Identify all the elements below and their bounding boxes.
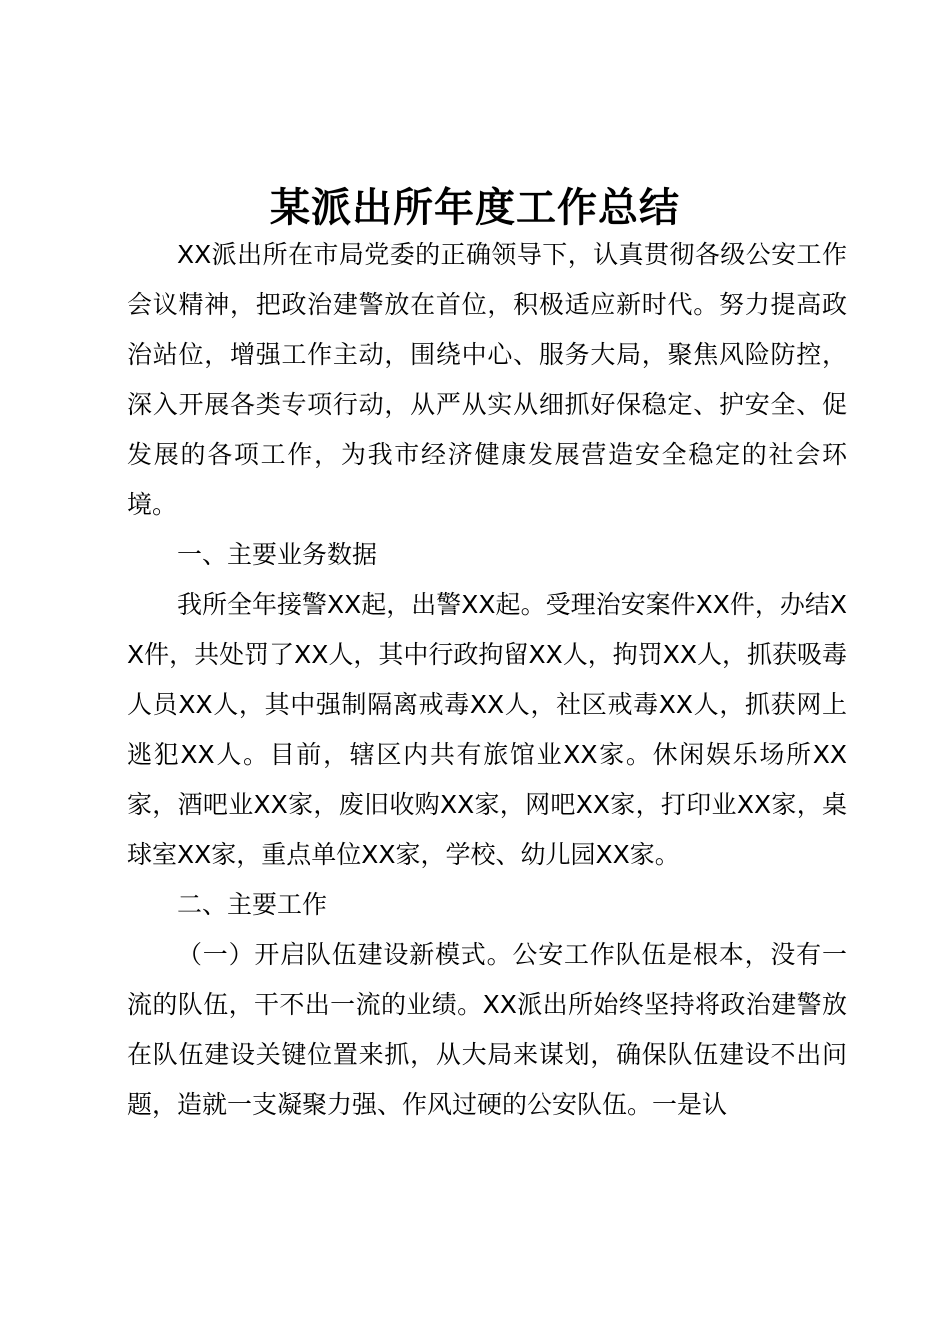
section-heading-main-work: 二、主要工作 — [177, 890, 328, 919]
intro-paragraph: XX派出所在市局党委的正确领导下，认真贯彻各级公安工作会议精神，把政治建警放在首位，积极适应新时代。努力提高政治站位，增强工作主动，围绕中心、服务大局，聚焦风险防控，深入开展各类专项行动，从严从实从细抓好保稳定、护安全、促发展的各项工作，为我市经济健康发展营造安全稳定的社会环境。 — [127, 240, 847, 519]
section-heading-business-data: 一、主要业务数据 — [177, 540, 378, 569]
document-body — [127, 230, 847, 1130]
team-building-paragraph: （一）开启队伍建设新模式。公安工作队伍是根本，没有一流的队伍，干不出一流的业绩。XX派出所始终坚持将政治建警放在队伍建设关键位置来抓，从大局来谋划，确保队伍建设不出问题，造就一支凝聚力强、作风过硬的公安队伍。一是认 — [127, 940, 847, 1119]
business-data-paragraph: 我所全年接警XX起，出警XX起。受理治安案件XX件，办结XX件，共处罚了XX人，其中行政拘留XX人，拘罚XX人，抓获吸毒人员XX人，其中强制隔离戒毒XX人，社区戒毒XX人，抓获网上逃犯XX人。目前，辖区内共有旅馆业XX家。休闲娱乐场所XX家，酒吧业XX家，废旧收购XX家，网吧XX家，打印业XX家，桌球室XX家，重点单位XX家，学校、幼儿园XX家。 — [127, 590, 847, 869]
document-title: 某派出所年度工作总结 — [270, 184, 680, 231]
